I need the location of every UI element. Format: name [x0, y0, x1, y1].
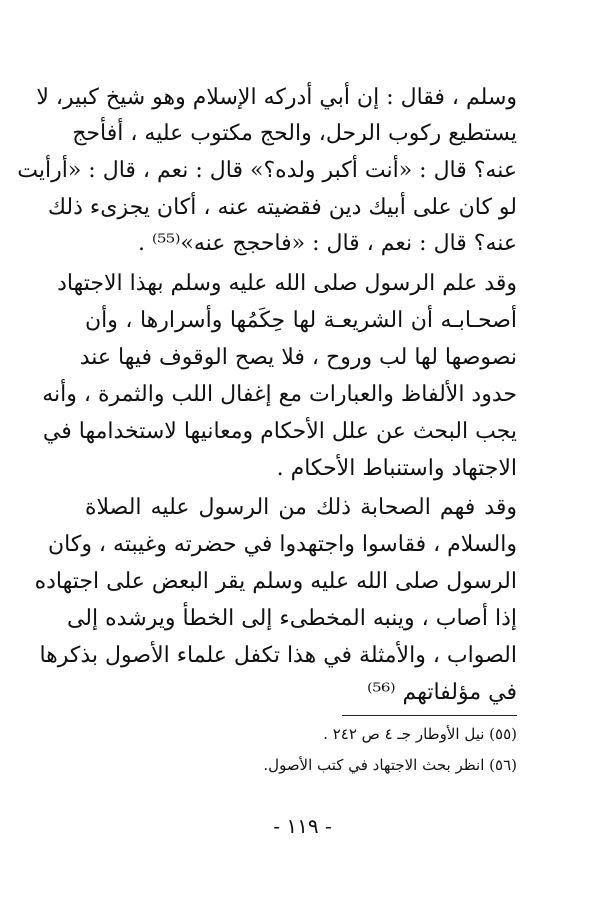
footnote-55: (٥٥) نيل الأوطار جـ ٤ ص ٢٤٢ . [323, 725, 517, 743]
text-line-13: والسلام ، فقاسوا واجتهدوا في حضرته وغيبته ، وكان [47, 532, 517, 557]
text-line-6: وقد علم الرسول صلى الله عليه وسلم بهذا الاجتهاد [57, 271, 517, 296]
text-line-5: عنه؟ قال : نعم ، قال : «فاحجج عنه»⁽⁵⁵⁾ . [137, 231, 517, 256]
text-line-4: لو كان على أبيك دين فقضيته عنه ، أكان يجزىء ذلك [47, 195, 517, 220]
text-line-12: وقد فهم الصحابة ذلك من الرسول عليه الصلاة [85, 495, 517, 520]
text-line-9: حدود الألفاظ والعبارات مع إغفال اللب والثمرة ، وأنه [42, 382, 517, 407]
text-line-11: الاجتهاد واستنباط الأحكام . [276, 456, 517, 481]
footnote-divider [342, 715, 517, 716]
text-line-17: في مؤلفاتهم ⁽⁵⁶⁾ [367, 680, 517, 705]
page-number: - ١١٩ - [273, 814, 332, 838]
text-line-3: عنه؟ قال : «أنت أكبر ولده؟» قال : نعم ، قال : «أرأيت [17, 158, 517, 183]
text-line-15: إذا أصاب ، وينبه المخطىء إلى الخطأ ويرشده إلى [66, 606, 517, 631]
text-line-1: وسلم ، فقال : إن أبي أدركه الإسلام وهو شيخ كبير، لا [36, 85, 517, 110]
text-line-14: الرسول صلى الله عليه وسلم يقر البعض على اجتهاده [34, 569, 517, 594]
text-line-7: أصحـابـه أن الشريعـة لها حِكَمُها وأسرارها ، وأن [85, 308, 517, 333]
text-line-2: يستطيع ركوب الرحل، والحج مكتوب عليه ، أفأحج [72, 121, 517, 146]
text-line-16: الصواب ، والأمثلة في هذا تكفل علماء الأصول بذكرها [39, 643, 517, 668]
footnote-56: (٥٦) انظر بحث الاجتهاد في كتب الأصول. [263, 756, 517, 774]
text-line-10: يجب البحث عن علل الأحكام ومعانيها لاستخدامها في [42, 419, 517, 444]
text-line-8: نصوصها لها لب وروح ، فلا يصح الوقوف فيها عند [79, 345, 517, 370]
